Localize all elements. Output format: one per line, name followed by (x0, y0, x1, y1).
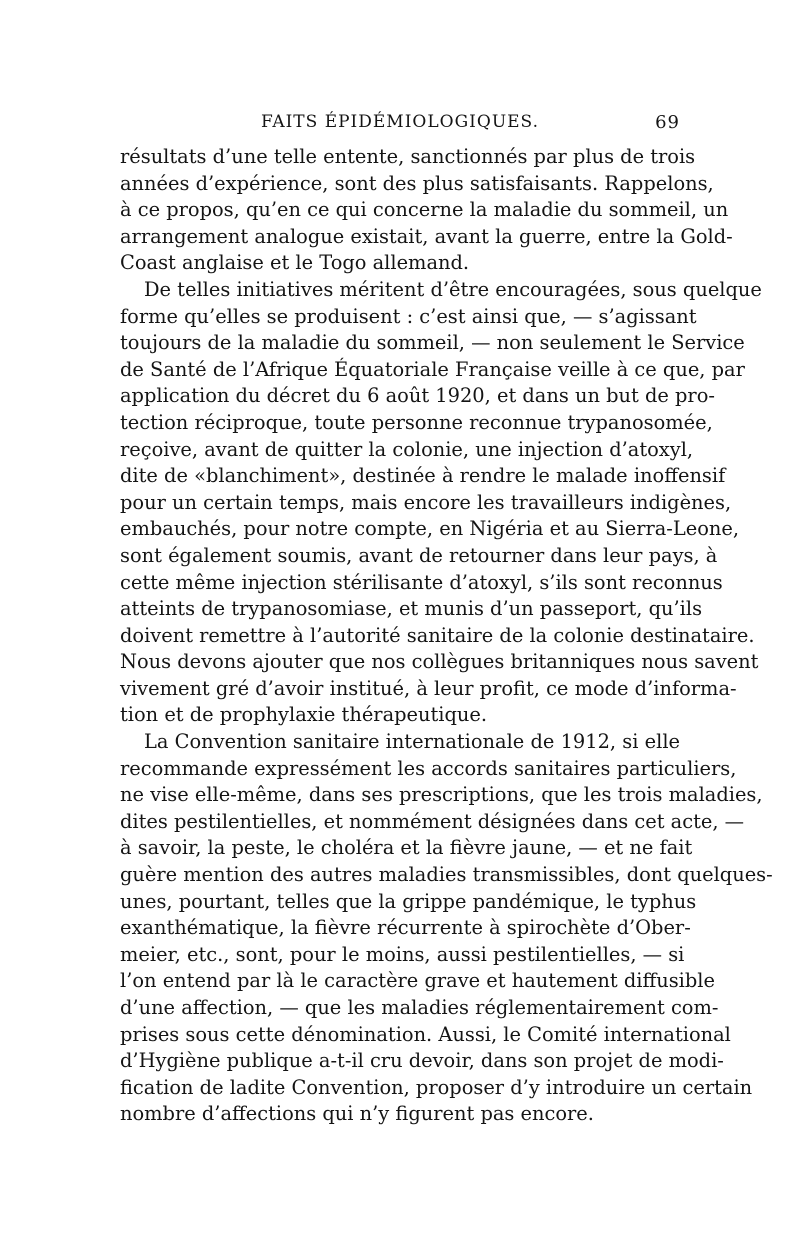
text-line: doivent remettre à l’autorité sanitaire de la colonie destinataire. (120, 623, 755, 647)
text-line: cette même injection stérilisante d’atoxyl, s’ils sont reconnus (120, 570, 723, 594)
text-line: La Convention sanitaire internationale de 1912, si elle (144, 730, 680, 754)
text-line: d’une affection, — que les maladies réglementairement com- (120, 996, 719, 1019)
paragraph (120, 277, 762, 729)
text-line: meier, etc., sont, pour le moins, aussi pestilentielles, — si (120, 942, 685, 966)
text-line: tion et de prophylaxie thérapeutique. (120, 703, 488, 727)
text-line: reçoive, avant de quitter la colonie, une injection d’atoxyl, (120, 437, 694, 461)
book-page (120, 112, 773, 1128)
running-title: FAITS ÉPIDÉMIOLOGIQUES. (261, 112, 539, 132)
text-line: prises sous cette dénomination. Aussi, le Comité international (120, 1022, 731, 1046)
text-line: à savoir, la peste, le choléra et la fièvre jaune, — et ne fait (120, 836, 693, 860)
text-line: sont également soumis, avant de retourner dans leur pays, à (120, 543, 718, 567)
text-line: l’on entend par là le caractère grave et hautement diffusible (120, 969, 715, 993)
text-line: unes, pourtant, telles que la grippe pandémique, le typhus (120, 889, 697, 913)
text-line: exanthématique, la fièvre récurrente à spirochète d’Ober- (120, 916, 691, 940)
text-line: De telles initiatives méritent d’être encouragées, sous quelque (144, 277, 762, 301)
text-line: application du décret du 6 août 1920, et dans un but de pro- (120, 384, 715, 408)
text-line: à ce propos, qu’en ce qui concerne la maladie du sommeil, un (120, 198, 729, 222)
text-line: ne vise elle-même, dans ses prescriptions, que les trois maladies, (120, 783, 763, 807)
text-line: guère mention des autres maladies transmissibles, dont quelques- (120, 863, 773, 887)
text-line: résultats d’une telle entente, sanctionnés par plus de trois (120, 145, 696, 168)
text-line: vivement gré d’avoir institué, à leur profit, ce mode d’informa- (120, 676, 737, 700)
text-line: d’Hygiène publique a-t-il cru devoir, dans son projet de modi- (120, 1049, 724, 1073)
text-line: dite de «blanchiment», destinée à rendre le malade inoffensif (120, 464, 726, 488)
running-head (120, 112, 680, 140)
text-line: de Santé de l’Afrique Équatoriale Française veille à ce que, par (120, 357, 745, 381)
text-line: fication de ladite Convention, proposer d’y introduire un certain (120, 1075, 753, 1099)
text-line: toujours de la maladie du sommeil, — non seulement le Service (120, 331, 745, 355)
page-number: 69 (655, 112, 680, 133)
text-line: pour un certain temps, mais encore les travailleurs indigènes, (120, 490, 732, 514)
text-line: années d’expérience, sont des plus satisfaisants. Rappelons, (120, 171, 714, 195)
text-line: forme qu’elles se produisent : c’est ainsi que, — s’agissant (120, 304, 697, 328)
text-line: arrangement analogue existait, avant la guerre, entre la Gold- (120, 224, 733, 248)
text-line: embauchés, pour notre compte, en Nigéria et au Sierra-Leone, (120, 517, 740, 541)
paragraph (120, 144, 733, 277)
text-line: Coast anglaise et le Togo allemand. (120, 251, 470, 275)
text-line: tection réciproque, toute personne reconnue trypanosomée, (120, 410, 713, 434)
text-line: atteints de trypanosomiase, et munis d’un passeport, qu’ils (120, 597, 703, 621)
body-text (120, 144, 773, 1128)
text-line: recommande expressément les accords sanitaires particuliers, (120, 756, 737, 780)
text-line: Nous devons ajouter que nos collègues britanniques nous savent (120, 650, 759, 674)
text-line: dites pestilentielles, et nommément désignées dans cet acte, — (120, 809, 745, 833)
text-line: nombre d’affections qui n’y figurent pas encore. (120, 1102, 594, 1126)
paragraph (120, 729, 773, 1128)
